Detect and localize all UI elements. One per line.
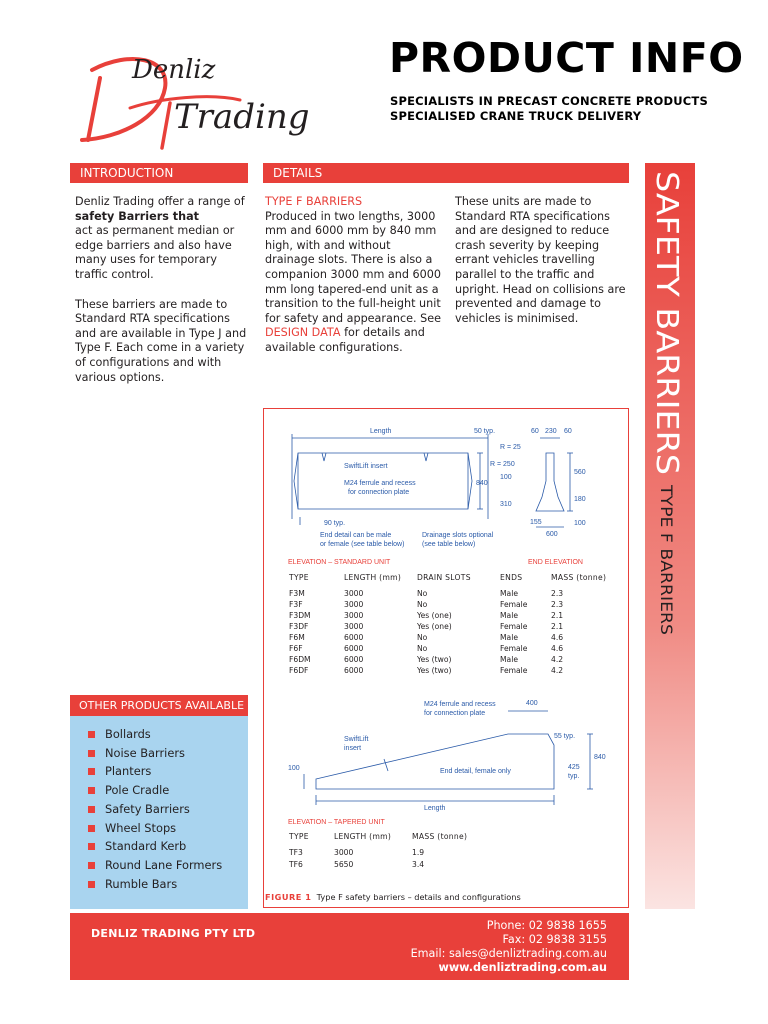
list-item [88,856,222,875]
cell-mass: 2.3 [551,600,564,609]
label-end-detail-1: End detail can be male [320,532,392,539]
col-header-type: TYPE [289,573,309,582]
list-item [88,762,222,781]
bullet-square-icon [88,787,95,794]
label-drainage-1: Drainage slots optional [422,532,494,539]
details-column-2: These units are made to Standard RTA specifications and are designed to reduce crash severity by keeping errant vehicles travelling parallel to the traffic and upright. Head on collisions are prevented and damage to vehicles is minimised. [455,195,626,325]
bullet-square-icon [88,750,95,757]
figure-caption [265,892,521,902]
label-swiftlift: SwiftLift insert [344,463,388,470]
details-subheading: TYPE F BARRIERS [265,195,363,208]
footer-company: DENLIZ TRADING PTY LTD [91,927,256,940]
tapered-unit-table [289,832,509,872]
details-column-1 [265,195,443,356]
cell-drain: Yes (one) [417,622,452,631]
tagline-precast: SPECIALISTS IN PRECAST CONCRETE PRODUCTS [390,94,708,108]
list-item-label: Planters [105,764,152,779]
col-header-drain: DRAIN SLOTS [417,573,471,582]
cell-drain: Yes (two) [417,655,452,664]
list-item [88,837,222,856]
dim-310: 310 [500,501,512,508]
bullet-square-icon [88,768,95,775]
cell-ends: Male [500,611,518,620]
cell-drain: No [417,600,428,609]
cell-ends: Female [500,644,528,653]
intro-rest: act as permanent median or edge barriers and also have many uses for temporary traffic control. [75,224,235,281]
caption-end-elevation: END ELEVATION [528,559,583,566]
taper-ferrule-2: for connection plate [424,710,486,717]
standard-unit-table [289,573,609,683]
dim-r250: R = 250 [490,461,515,468]
footer-phone: Phone: 02 9838 1655 [486,919,607,932]
details-paragraph-1-end: for details and available configurations. [265,326,425,354]
taper-end-detail: End detail, female only [440,768,511,775]
intro-paragraph-2: These barriers are made to Standard RTA specifications and are available in Type J and Type F. Each come in a variety of configurations and with various options. [75,297,247,384]
cell-drain: No [417,589,428,598]
list-item-label: Rumble Bars [105,876,178,891]
cell-mass: 4.2 [551,666,564,675]
details-paragraph-1: Produced in two lengths, 3000 mm and 6000 mm by 840 mm high, with and without drainage slots. There is also a companion 3000 mm and 6000 mm long tapered-end unit as a transition to the full-height unit for safety and appearance. See [265,209,441,325]
page-title: PRODUCT INFO [389,34,744,82]
side-banner-title: SAFETY BARRIERS [649,171,684,445]
introduction-text [75,195,250,385]
taper-dim-400: 400 [526,700,538,707]
list-item-label: Pole Cradle [105,783,170,798]
side-banner-text [645,163,695,663]
list-item-label: Round Lane Formers [105,857,223,872]
cell-ends: Male [500,633,518,642]
figure-caption-text: Type F safety barriers – details and configurations [316,892,521,902]
cell-length: 6000 [344,633,364,642]
cell-type: TF3 [289,848,303,857]
logo-text-trading: Trading [174,97,310,137]
tagline-crane: SPECIALISED CRANE TRUCK DELIVERY [390,109,642,123]
cell-type: F3DM [289,611,311,620]
cell-type: F3DF [289,622,309,631]
dim-90-typ: 90 typ. [324,520,346,527]
cell-length: 5650 [334,860,354,869]
footer-fax: Fax: 02 9838 3155 [502,933,607,946]
bullet-square-icon [88,843,95,850]
dim-600: 600 [546,531,558,538]
caption-elevation-standard: ELEVATION – STANDARD UNIT [288,559,391,566]
cell-type: F6M [289,633,305,642]
dim-r25: R = 25 [500,444,521,451]
list-item [88,744,222,763]
design-data-link[interactable]: DESIGN DATA [265,326,341,340]
cell-drain: No [417,644,428,653]
cell-ends: Male [500,589,518,598]
figure-caption-label: FIGURE 1 [265,892,312,902]
cell-type: F6DF [289,666,309,675]
cell-length: 3000 [344,589,364,598]
cell-length: 3000 [344,600,364,609]
cell-ends: Male [500,655,518,664]
dim-840: 840 [476,480,488,487]
list-item-label: Safety Barriers [105,801,190,816]
list-item-label: Standard Kerb [105,839,187,854]
footer-email[interactable]: Email: sales@denliztrading.com.au [410,947,607,960]
col-header-ends: ENDS [500,573,523,582]
dim-60-a: 60 [531,428,539,435]
cell-type: F6DM [289,655,311,664]
col-header-length: LENGTH (mm) [344,573,402,582]
list-item-label: Wheel Stops [105,820,177,835]
cell-type: F3F [289,600,303,609]
cell-mass: 4.6 [551,633,564,642]
dim-50-typ: 50 typ. [474,428,496,435]
taper-dim-840: 840 [594,754,606,761]
list-item [88,875,222,894]
taper-swiftlift-1: SwiftLift [344,736,369,743]
col-header-mass: MASS (tonne) [551,573,607,582]
cell-type: TF6 [289,860,303,869]
side-banner-subtitle: TYPE F BARRIERS [657,485,676,624]
other-products-list [88,725,222,893]
bullet-square-icon [88,862,95,869]
taper-swiftlift-2: insert [344,745,362,752]
footer-website[interactable]: www.denliztrading.com.au [438,961,607,974]
cell-drain: Yes (one) [417,611,452,620]
list-item [88,725,222,744]
taper-dim-425-typ: typ. [568,773,580,780]
intro-lead: Denliz Trading offer a range of [75,195,245,208]
introduction-heading: INTRODUCTION [70,163,248,183]
cell-ends: Female [500,666,528,675]
bullet-square-icon [88,731,95,738]
taper-dim-425: 425 [568,764,580,771]
cell-drain: No [417,633,428,642]
cell-ends: Female [500,600,528,609]
cell-length: 6000 [344,655,364,664]
label-ferrule-1: M24 ferrule and recess [344,480,416,487]
cell-drain: Yes (two) [417,666,452,675]
dim-560: 560 [574,469,586,476]
cell-mass: 4.6 [551,644,564,653]
label-ferrule-2: for connection plate [348,489,410,496]
intro-bold: safety Barriers that [75,209,200,223]
cell-type: F6F [289,644,303,653]
logo-text-denliz: Denliz [132,55,216,85]
dim-100-b: 100 [574,520,586,527]
taper-ferrule-1: M24 ferrule and recess [424,701,496,708]
caption-elevation-tapered: ELEVATION – TAPERED UNIT [288,819,385,826]
list-item [88,781,222,800]
label-drainage-2: (see table below) [422,541,476,548]
cell-length: 3000 [344,611,364,620]
col-header-type: TYPE [289,832,309,841]
cell-length: 6000 [344,644,364,653]
dim-230: 230 [545,428,557,435]
details-heading: DETAILS [263,163,629,183]
other-products-heading: OTHER PRODUCTS AVAILABLE [70,695,248,716]
bullet-square-icon [88,806,95,813]
cell-mass: 2.1 [551,622,564,631]
cell-type: F3M [289,589,305,598]
label-end-detail-2: or female (see table below) [320,541,405,548]
cell-length: 6000 [344,666,364,675]
bullet-square-icon [88,825,95,832]
dim-180: 180 [574,496,586,503]
taper-dim-55: 55 typ. [554,733,576,740]
company-logo [70,48,320,158]
taper-dim-100: 100 [288,765,300,772]
col-header-length: LENGTH (mm) [334,832,392,841]
dim-155: 155 [530,519,542,526]
list-item [88,819,222,838]
col-header-mass: MASS (tonne) [412,832,468,841]
cell-length: 3000 [344,622,364,631]
cell-mass: 2.1 [551,611,564,620]
list-item [88,800,222,819]
cell-ends: Female [500,622,528,631]
cell-length: 3000 [334,848,354,857]
taper-dim-length: Length [424,805,446,812]
dim-100-a: 100 [500,474,512,481]
dim-length: Length [370,428,392,435]
cell-mass: 3.4 [412,860,425,869]
dim-60-b: 60 [564,428,572,435]
bullet-square-icon [88,881,95,888]
cell-mass: 1.9 [412,848,425,857]
cell-mass: 4.2 [551,655,564,664]
list-item-label: Noise Barriers [105,745,185,760]
cell-mass: 2.3 [551,589,564,598]
list-item-label: Bollards [105,727,151,741]
